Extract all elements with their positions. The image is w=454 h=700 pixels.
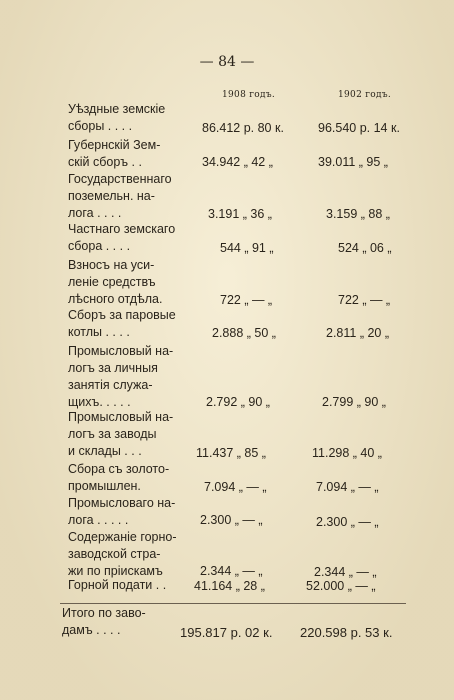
value-1902: 2.344 „ — „ xyxy=(314,565,377,579)
row-label: Государственнаго поземельн. на- лога . . . . xyxy=(68,172,172,220)
total-1902: 220.598 р. 53 к. xyxy=(300,625,393,640)
value-1902: 7.094 „ — „ xyxy=(316,480,379,494)
row-label: Содержаніе горно- заводской стра- жи по пріискамъ xyxy=(68,530,177,578)
value-1902: 2.799 „ 90 „ xyxy=(322,395,386,409)
value-1902: 39.011 „ 95 „ xyxy=(318,155,388,169)
sum-rule xyxy=(60,603,406,604)
row-label: Взносъ на уси- леніе средствъ лѣсного отдѣла. xyxy=(68,258,163,306)
value-1908: 3.191 „ 36 „ xyxy=(208,207,272,221)
value-1902: 524 „ 06 „ xyxy=(338,241,392,255)
value-1902: 722 „ — „ xyxy=(338,293,391,307)
row-label: Горной подати . . xyxy=(68,578,167,592)
value-1908: 722 „ — „ xyxy=(220,293,273,307)
value-1902: 52.000 „ — „ xyxy=(306,579,376,593)
value-1908: 34.942 „ 42 „ xyxy=(202,155,273,169)
value-1902: 3.159 „ 88 „ xyxy=(326,207,390,221)
value-1908: 41.164 „ 28 „ xyxy=(194,579,265,593)
row-label: Уѣздные земскіе сборы . . . . xyxy=(68,102,166,133)
column-header-1902: 1902 годъ. xyxy=(338,90,392,100)
column-header-1908: 1908 годъ. xyxy=(222,90,276,100)
value-1908: 86.412 р. 80 к. xyxy=(202,121,284,135)
value-1902: 2.811 „ 20 „ xyxy=(326,326,390,340)
value-1902: 2.300 „ — „ xyxy=(316,515,379,529)
value-1902: 11.298 „ 40 „ xyxy=(312,446,382,460)
row-label: Губернскій Зем- скій сборъ . . xyxy=(68,138,161,169)
value-1908: 2.300 „ — „ xyxy=(200,513,263,527)
total-1908: 195.817 р. 02 к. xyxy=(180,625,273,640)
row-label: Сборъ за паровые котлы . . . . xyxy=(68,308,176,339)
value-1908: 11.437 „ 85 „ xyxy=(196,446,266,460)
total-label: Итого по заво- дамъ . . . . xyxy=(62,606,146,637)
page-number: — 84 — xyxy=(199,54,255,70)
value-1902: 96.540 р. 14 к. xyxy=(318,121,400,135)
value-1908: 2.792 „ 90 „ xyxy=(206,395,270,409)
value-1908: 544 „ 91 „ xyxy=(220,241,274,255)
value-1908: 2.888 „ 50 „ xyxy=(212,326,276,340)
value-1908: 7.094 „ — „ xyxy=(204,480,267,494)
row-label: Сбора съ золото- промышлен. xyxy=(68,462,170,493)
row-label: Промысловый на- логъ за личныя занятія служа- щихъ. . . . . xyxy=(68,344,174,409)
row-label: Промысловаго на- лога . . . . . xyxy=(68,496,176,527)
row-label: Промысловый на- логъ за заводы и склады . . . xyxy=(68,410,174,458)
row-label: Частнаго земскаго сбора . . . . xyxy=(68,222,176,253)
value-1908: 2.344 „ — „ xyxy=(200,564,263,578)
